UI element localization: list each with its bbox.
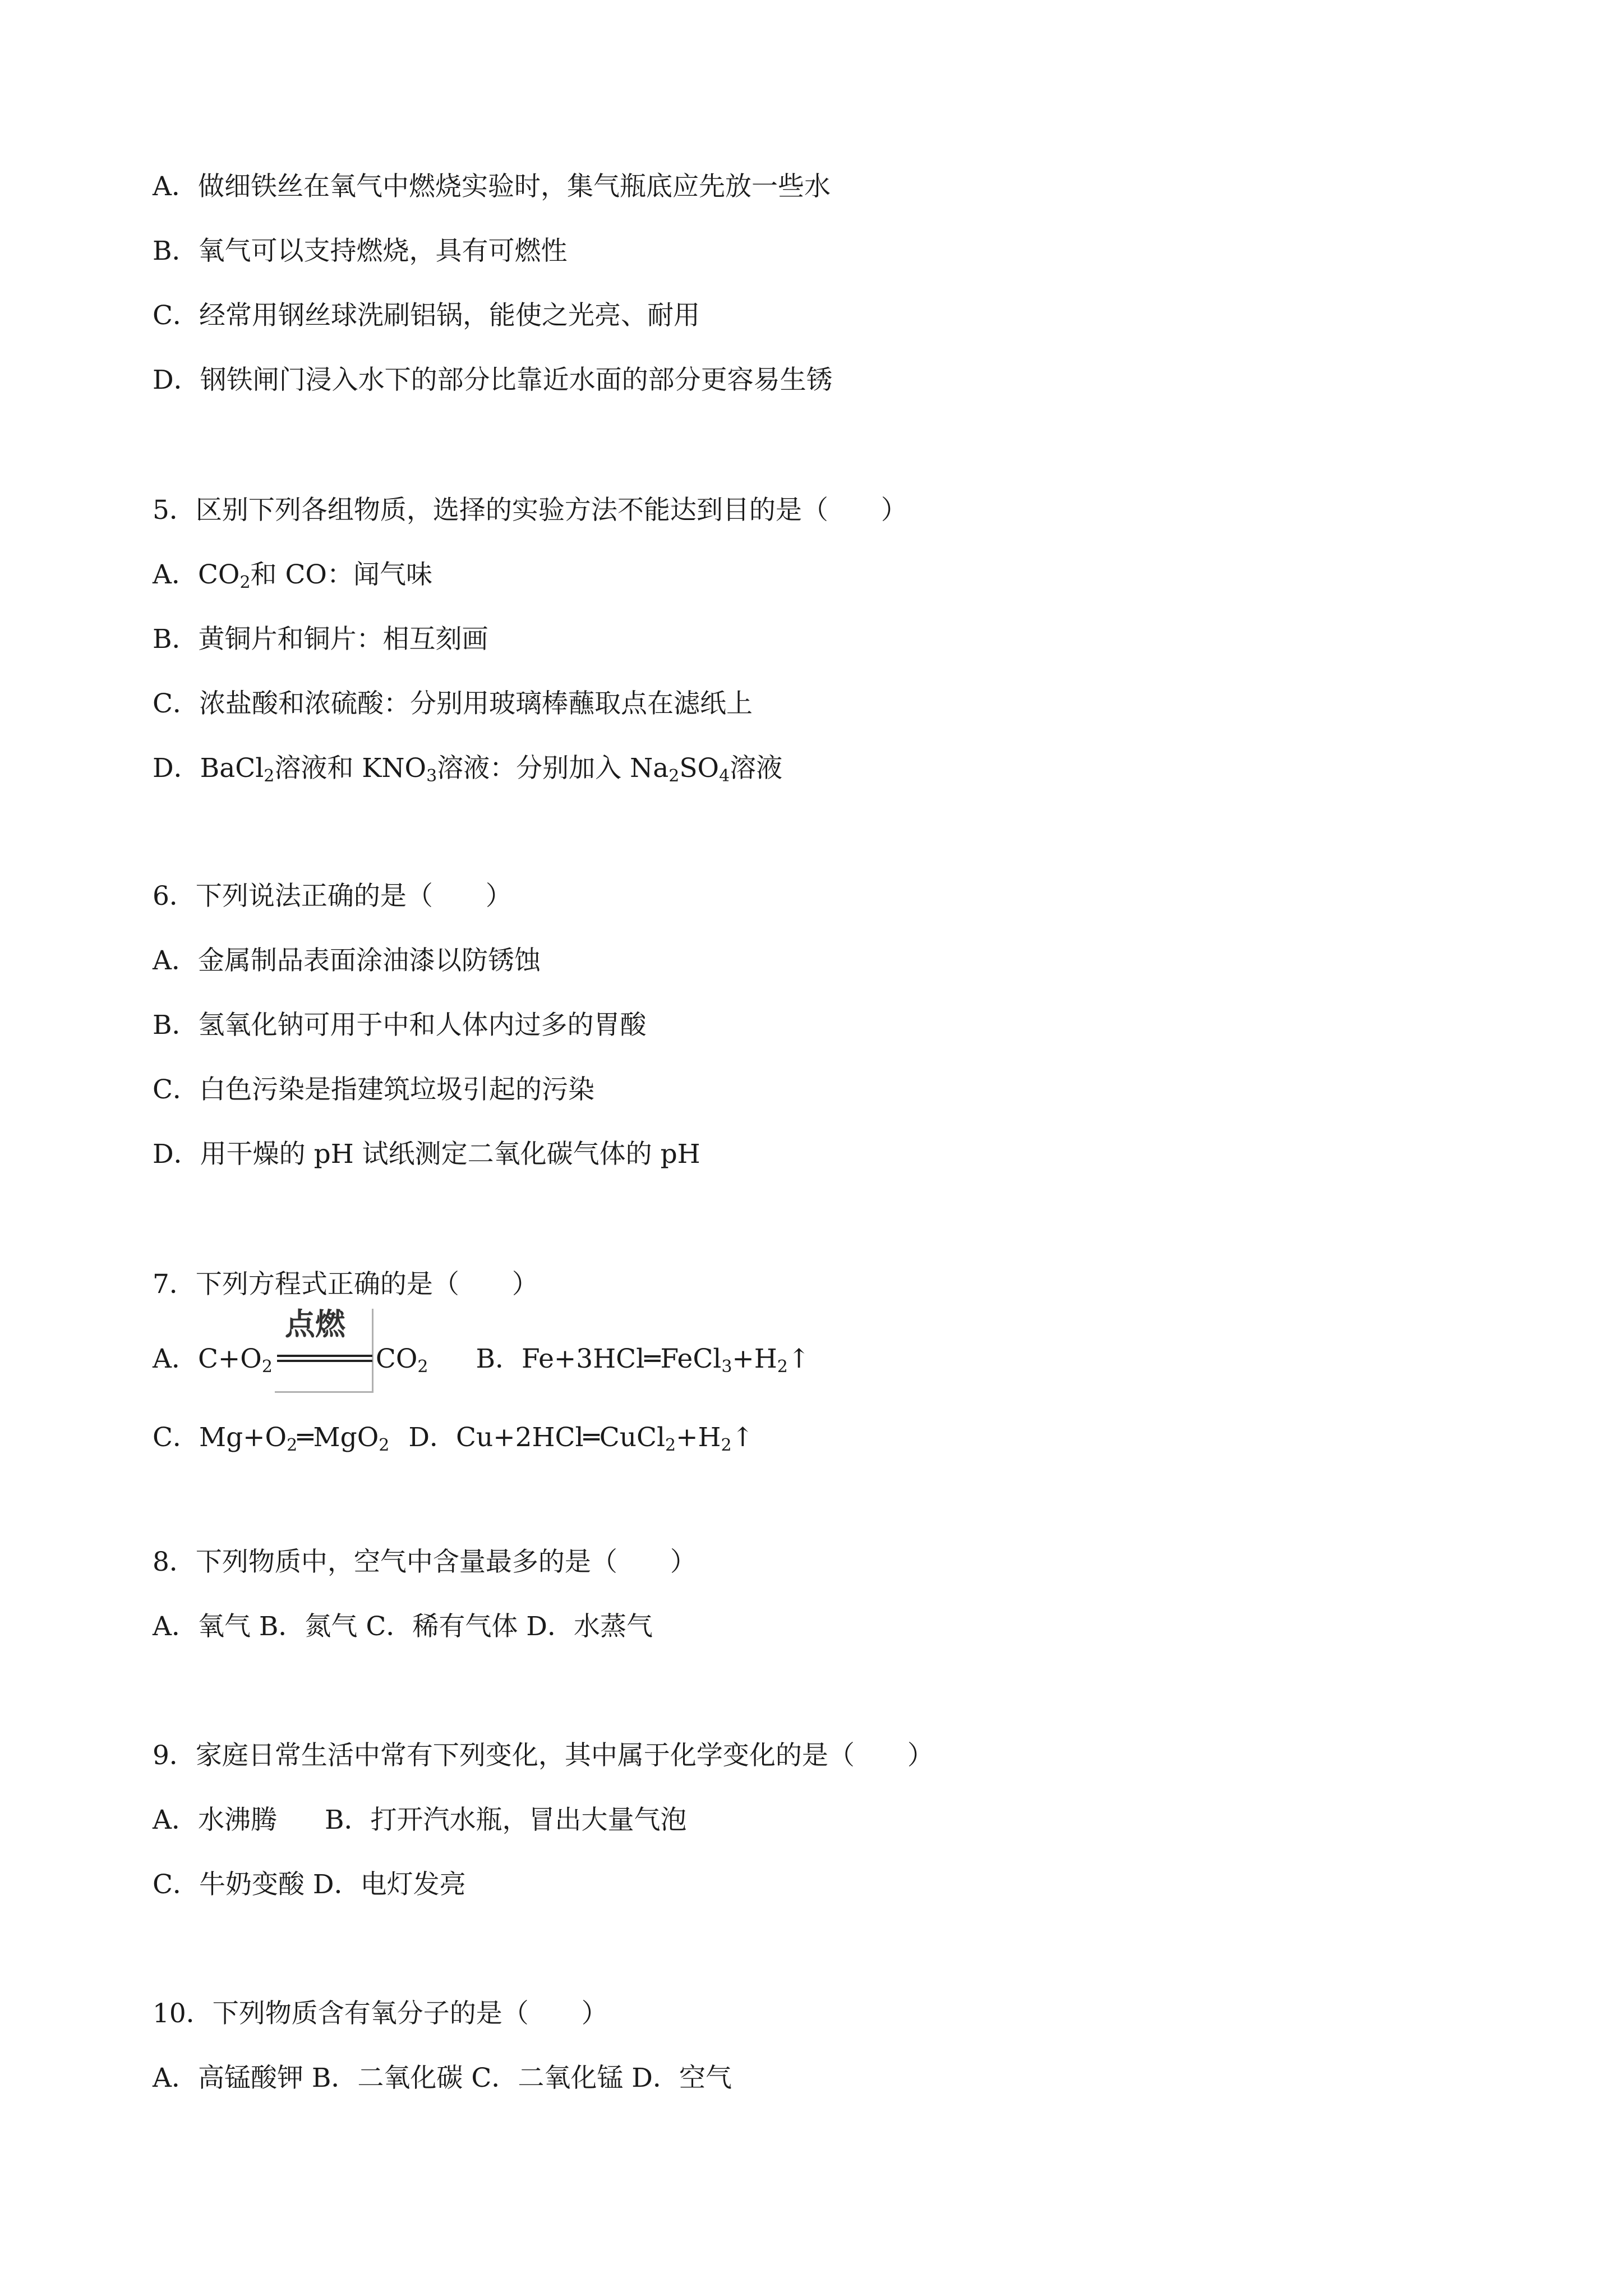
q5-stem: 5．区别下列各组物质，选择的实验方法不能达到目的是（ ）: [153, 495, 907, 526]
q5-option-a: A．$CO_2$和 CO：闻气味: [153, 559, 432, 592]
q6-option-d: D．用干燥的 pH 试纸测定二氧化碳气体的 pH: [153, 1139, 700, 1170]
q6-option-a: A．金属制品表面涂油漆以防锈蚀: [153, 945, 541, 976]
q4-option-c: C．经常用钢丝球洗刷铝锅，能使之光亮、耐用: [153, 300, 700, 331]
q7-options-cd: C．$Mg+O_2═MgO_2$ D．$Cu+2HCl═CuCl_2+H_2↑$: [153, 1422, 754, 1455]
q8-stem: 8．下列物质中，空气中含量最多的是（ ）: [153, 1547, 697, 1577]
q5-option-c: C．浓盐酸和浓硫酸：分别用玻璃棒蘸取点在滤纸上: [153, 688, 753, 719]
q7-options-ab: A．$C+O_2$ 点燃 $CO_2$ B．$Fe+3HCl═FeCl_3+H_2↑$: [153, 1342, 810, 1376]
q6-stem: 6．下列说法正确的是（ ）: [153, 881, 512, 912]
q9-options-ab: A．水沸腾 B．打开汽水瓶，冒出大量气泡: [153, 1805, 687, 1835]
q8-options: A．氧气 B．氮气 C．稀有气体 D．水蒸气: [153, 1611, 653, 1642]
q4-option-b: B．氧气可以支持燃烧，具有可燃性: [153, 236, 568, 266]
q10-options: A．高锰酸钾 B．二氧化碳 C．二氧化锰 D．空气: [153, 2063, 732, 2093]
q7-stem: 7．下列方程式正确的是（ ）: [153, 1269, 538, 1300]
q4-option-d: D．钢铁闸门浸入水下的部分比靠近水面的部分更容易生锈: [153, 365, 833, 395]
reaction-condition-ignite: 点燃: [275, 1342, 374, 1376]
q4-option-a: A．做细铁丝在氧气中燃烧实验时，集气瓶底应先放一些水: [153, 171, 831, 202]
q9-options-cd: C．牛奶变酸 D．电灯发亮: [153, 1869, 466, 1900]
q9-stem: 9．家庭日常生活中常有下列变化，其中属于化学变化的是（ ）: [153, 1740, 934, 1771]
q6-option-c: C．白色污染是指建筑垃圾引起的污染: [153, 1074, 594, 1105]
q5-option-b: B．黄铜片和铜片：相互刻画: [153, 624, 488, 655]
q10-stem: 10．下列物质含有氧分子的是（ ）: [153, 1998, 608, 2029]
q6-option-b: B．氢氧化钠可用于中和人体内过多的胃酸: [153, 1010, 647, 1041]
q5-option-d: D．BaCl$_2$溶液和 $KNO_3$溶液：分别加入 $Na_2SO_4$溶液: [153, 753, 783, 786]
